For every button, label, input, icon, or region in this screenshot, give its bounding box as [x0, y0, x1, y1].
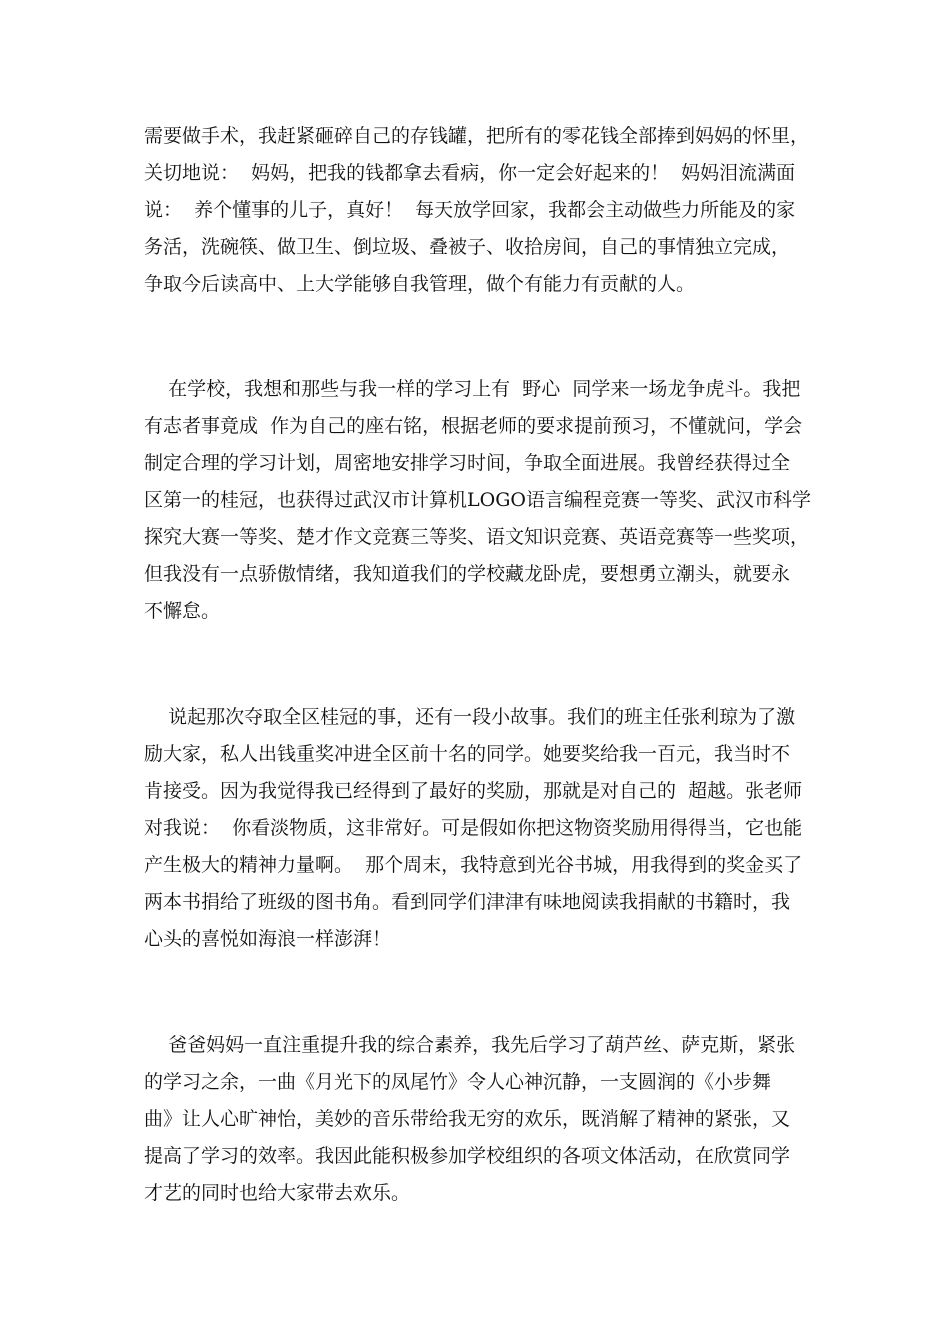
text-line: 对我说： 你看淡物质，这非常好。可是假如你把这物资奖励用得得当，它也能: [144, 817, 803, 839]
text-line: 肯接受。因为我觉得我已经得到了最好的奖励，那就是对自己的 超越。张老师: [144, 780, 803, 802]
text-line: 需要做手术，我赶紧砸碎自己的存钱罐，把所有的零花钱全部捧到妈妈的怀里，: [144, 125, 810, 147]
text-line: 爸爸妈妈一直注重提升我的综合素养，我先后学习了葫芦丝、萨克斯，紧张: [144, 1034, 796, 1056]
text-line: 心头的喜悦如海浪一样澎湃！: [144, 928, 392, 950]
text-line: 的学习之余，一曲《月光下的凤尾竹》令人心神沉静，一支圆润的《小步舞: [144, 1071, 772, 1093]
text-line: 曲》让人心旷神怡，美妙的音乐带给我无穷的欢乐，既消解了精神的紧张，又: [144, 1108, 791, 1130]
text-line: 探究大赛一等奖、楚才作文竞赛三等奖、语文知识竞赛、英语竞赛等一些奖项，: [144, 526, 810, 548]
text-line: 区第一的桂冠，也获得过武汉市计算机LOGO语言编程竞赛一等奖、武汉市科学: [144, 489, 811, 511]
text-line: 有志者事竟成 作为自己的座右铭，根据老师的要求提前预习，不懂就问，学会: [144, 415, 803, 437]
text-line: 说： 养个懂事的儿子，真好！ 每天放学回家，我都会主动做些力所能及的家: [144, 199, 796, 221]
text-line: 提高了学习的效率。我因此能积极参加学校组织的各项文体活动，在欣赏同学: [144, 1145, 791, 1167]
text-line: 关切地说： 妈妈，把我的钱都拿去看病，你一定会好起来的！ 妈妈泪流满面: [144, 162, 796, 184]
text-line: 两本书捐给了班级的图书角。看到同学们津津有味地阅读我捐献的书籍时，我: [144, 891, 791, 913]
text-line: 说起那次夺取全区桂冠的事，还有一段小故事。我们的班主任张利琼为了激: [144, 706, 796, 728]
text-line: 励大家，私人出钱重奖冲进全区前十名的同学。她要奖给我一百元，我当时不: [144, 743, 791, 765]
text-line: 不懈怠。: [144, 600, 221, 622]
text-line: 产生极大的精神力量啊。 那个周末，我特意到光谷书城，用我得到的奖金买了: [144, 854, 803, 876]
text-line: 在学校，我想和那些与我一样的学习上有 野心 同学来一场龙争虎斗。我把: [144, 378, 801, 400]
text-line: 但我没有一点骄傲情绪，我知道我们的学校藏龙卧虎，要想勇立潮头，就要永: [144, 563, 791, 585]
text-line: 务活，洗碗筷、做卫生、倒垃圾、叠被子、收拾房间，自己的事情独立完成，: [144, 236, 791, 258]
text-line: 制定合理的学习计划，周密地安排学习时间，争取全面进展。我曾经获得过全: [144, 452, 791, 474]
text-line: 争取今后读高中、上大学能够自我管理，做个有能力有贡献的人。: [144, 273, 696, 295]
text-line: 才艺的同时也给大家带去欢乐。: [144, 1182, 411, 1204]
